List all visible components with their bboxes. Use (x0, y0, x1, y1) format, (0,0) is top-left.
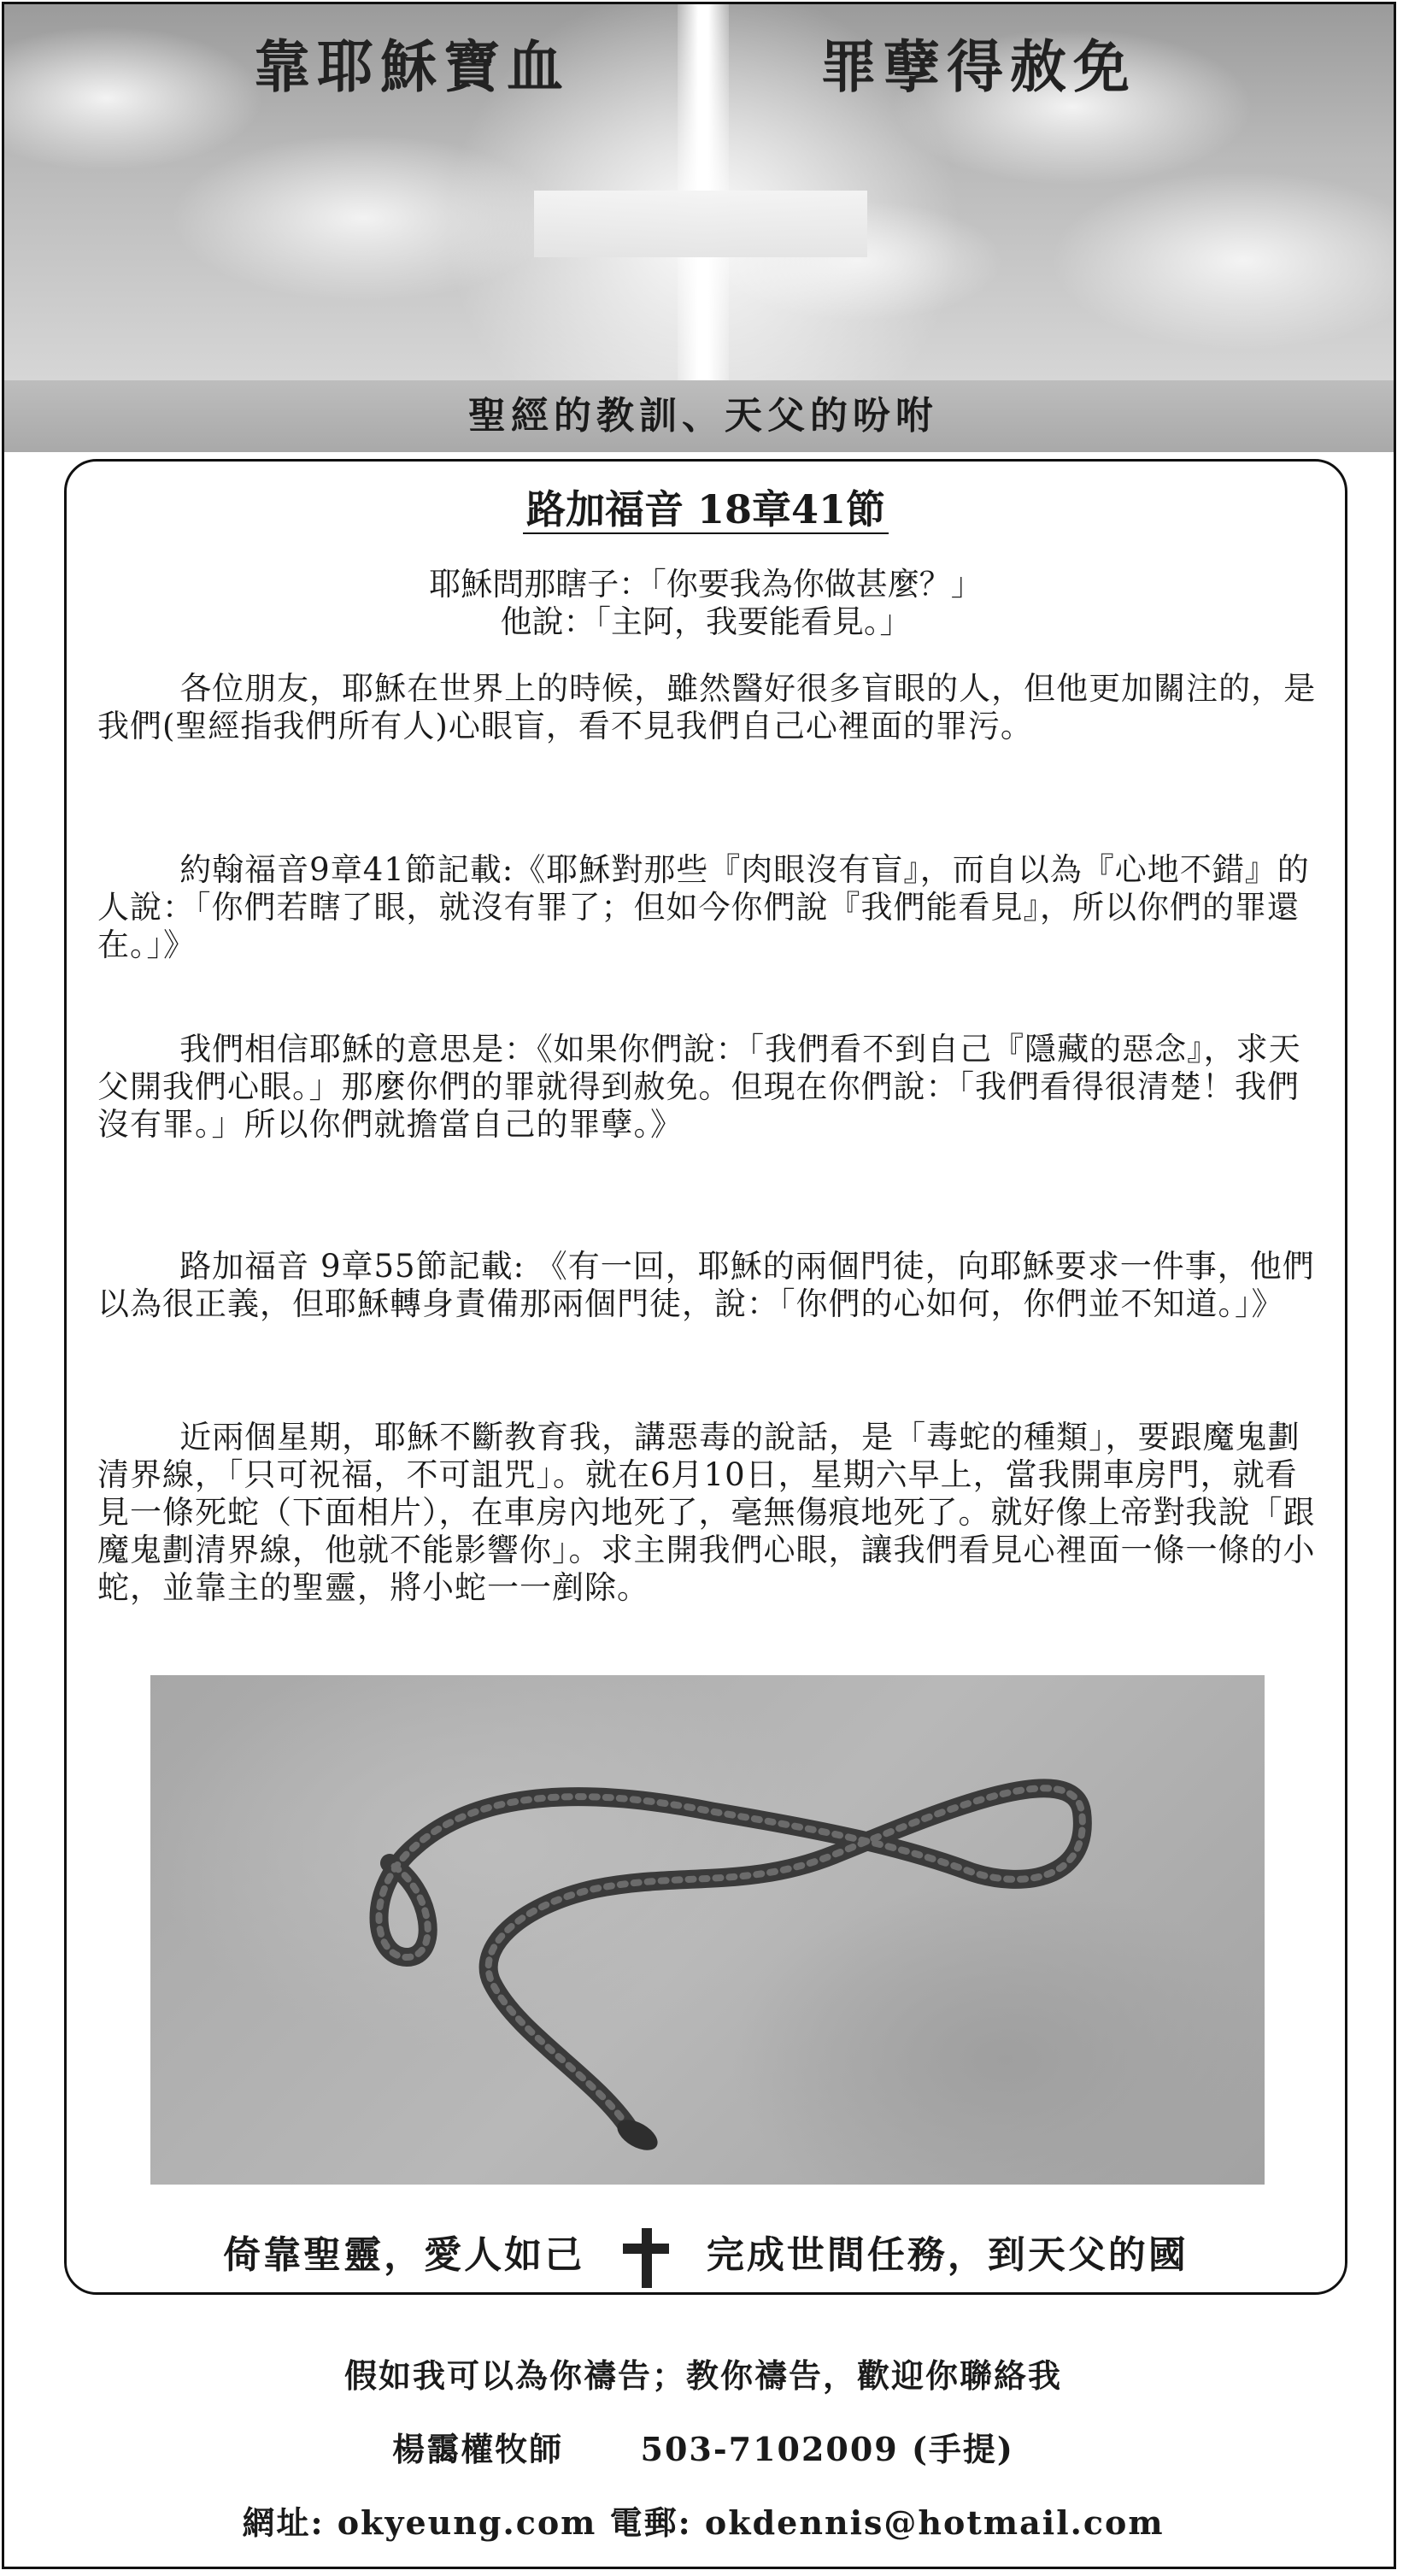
pastor-line (4, 2423, 1396, 2470)
website-label: 網址: (242, 2503, 325, 2542)
motto-left: 倚靠聖靈，愛人如己 (223, 2233, 585, 2277)
banner-title-right: 罪孽得赦免 (820, 33, 1136, 100)
closing-motto (67, 2224, 1345, 2288)
cross-horizontal (534, 191, 867, 257)
quote-line-1: 耶穌問那瞎子：「你要我為你做甚麼？」 (429, 566, 983, 603)
snake-photo (150, 1675, 1265, 2185)
paragraph-1: 各位朋友，耶穌在世界上的時候，雖然醫好很多盲眼的人，但他更加關注的，是我們(聖經指我們所有人)心眼盲，看不見我們自己心裡面的罪污。 (97, 670, 1317, 744)
prayer-invitation: 假如我可以為你禱告；教你禱告，歡迎你聯絡我 (343, 2356, 1062, 2395)
motto-right: 完成世間任務，到天父的國 (706, 2233, 1189, 2277)
web-email-line (4, 2497, 1396, 2544)
page-frame (2, 2, 1396, 2569)
article-box (64, 459, 1347, 2295)
paragraph-2: 約翰福音9章41節記載:《耶穌對那些『肉眼沒有盲』，而自以為『心地不錯』的人說：「你們若瞎了眼，就沒有罪了；但如今你們說『我們能看見』，所以你們的罪還在。」》 (97, 851, 1310, 963)
cross-icon (623, 2228, 669, 2288)
snake-illustration (150, 1675, 1265, 2185)
pastor-name: 楊靄權牧師 (392, 2430, 564, 2468)
pastor-phone: 503-7102009 (手提) (640, 2430, 1014, 2468)
paragraph-3: 我們相信耶穌的意思是：《如果你們說：「我們看不到自己『隱藏的惡念』，求天父開我們心眼。」那麼你們的罪就得到赦免。但現在你們說：「我們看得很清楚！我們沒有罪。」所以你們就擔當自己的罪孽。》 (97, 1031, 1301, 1143)
article-heading: 路加福音 18章41節 (67, 479, 1345, 535)
quote-line-2: 他說：「主阿，我要能看見。」 (500, 603, 912, 640)
email-label: 電郵: (609, 2503, 692, 2542)
paragraph-4: 路加福音 9章55節記載: 《有一回，耶穌的兩個門徒，向耶穌要求一件事，他們以為很正義，但耶穌轉身責備那兩個門徒，說：「你們的心如何，你們並不知道。」》 (97, 1248, 1315, 1322)
website-link[interactable]: okyeung.com (337, 2503, 597, 2542)
banner-subtitle: 聖經的教訓、天父的吩咐 (4, 380, 1396, 452)
banner-title-left: 靠耶穌寶血 (254, 33, 570, 100)
email-link[interactable]: okdennis@hotmail.com (704, 2503, 1165, 2542)
paragraph-5: 近兩個星期，耶穌不斷教育我，講惡毒的說話，是「毒蛇的種類」，要跟魔鬼劃清界線，「只可祝福，不可詛咒」。就在6月10日，星期六早上，當我開車房門，就看見一條死蛇（下面相片），在車房內地死了，毫無傷痕地死了。就好像上帝對我說「跟魔鬼劃清界線，他就不能影響你」。求主開我們心眼，讓我們看見心裡面一條一條的小蛇，並靠主的聖靈，將小蛇一一剷除。 (97, 1419, 1316, 1606)
header-banner (4, 4, 1396, 380)
